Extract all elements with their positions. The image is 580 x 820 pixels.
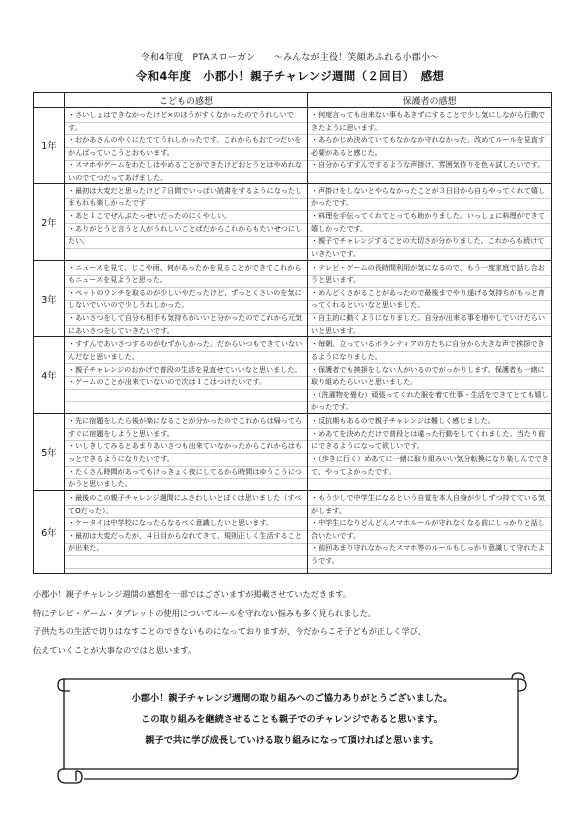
grade-label: 5年 bbox=[34, 414, 65, 491]
impression-line: ・もう少しで中学生になるという自覚を本人自身が少しずつ持てている気がします。 bbox=[311, 493, 546, 515]
impression-line: ・先に宿題をしたら後が楽になることが分かったのでこれからは帰ってらすぐに宿題をしようと思います。 bbox=[68, 416, 303, 438]
impression-line: ・料理を手伝ってくれてとっても助かりました。いっしょに料理ができて嬉しかったです。 bbox=[311, 211, 545, 233]
grade-label: 3年 bbox=[34, 260, 65, 337]
summary-line: 小郡小！親子チャレンジ週間の感想を一部ではございますが掲載させていただきます。 bbox=[33, 589, 352, 599]
impression-line: ・たくさん時間があってもけっきょく夜にしてるから時間はゆうこうにつかうと思いました。 bbox=[68, 466, 302, 489]
impression-line: ・ケータイは中学校になったらなるべく意識したいと思います。 bbox=[68, 518, 274, 528]
parent-impressions bbox=[308, 337, 551, 412]
impression-line: ・ペットのウンチを取るのが少しいやだったけど、ずっとくさいのを気にしないでいいので少しうれしかった。 bbox=[68, 287, 302, 310]
child-cell bbox=[65, 414, 308, 491]
impression-line: ・何度言っても出来ない事もあきずにすることで少し気にしながら行動できたように思います。 bbox=[311, 110, 546, 132]
table-row bbox=[34, 414, 552, 491]
impression-line: ・自分からすすんでするような声掛け、雰囲気作りを色々試したいです。 bbox=[311, 160, 545, 170]
parent-impressions bbox=[308, 261, 551, 336]
impression-line: ・あと１こでぜんぶたっせいだったのにくやしい。 bbox=[68, 211, 232, 220]
summary-text bbox=[33, 585, 553, 659]
table-row bbox=[34, 337, 552, 414]
parent-cell bbox=[308, 414, 552, 491]
grade-label: 1年 bbox=[34, 108, 65, 184]
child-cell bbox=[65, 260, 308, 337]
parent-cell bbox=[308, 337, 552, 414]
impression-line: ・親子チャレンジのおかげで普段の生活を見直せていいなと思いました。 bbox=[68, 364, 302, 374]
banner-line: この取り組みを継続させることも親子でのチャレンジであると思います。 bbox=[141, 714, 443, 725]
parent-impressions bbox=[308, 108, 551, 182]
child-cell bbox=[65, 337, 308, 414]
pta-slogan: 令和4年度 PTAスローガン 〜みんなが主役！笑顔あふれる小郡小〜 bbox=[140, 53, 440, 63]
impression-line: ・ゲームのことが出来ていないので次は１こはつけたいです。 bbox=[68, 377, 267, 387]
impression-line: ・さいしょはできなかったけど×のほうがすくなかったのでうれしいです。 bbox=[68, 110, 294, 132]
impression-line: ・中学生になりどんどんスマホルールが守れなくなる前にしっかりと話し合いたいです。 bbox=[311, 518, 545, 540]
impression-line: ・最後のこの親子チャレンジ週間にふさわしいとぼくは思いました（すべてOだった）。 bbox=[68, 493, 302, 515]
child-impressions bbox=[65, 261, 307, 336]
table-header-row bbox=[34, 93, 552, 108]
child-impressions bbox=[65, 184, 307, 259]
child-cell bbox=[65, 108, 308, 184]
child-cell bbox=[65, 183, 308, 260]
impression-line: ・（歩きに行く）めあてに一緒に取り組みいい気分転換になり楽しんでできて、やってよかったです。 bbox=[311, 454, 549, 476]
grade-label: 6年 bbox=[34, 491, 65, 574]
impression-line: ・スマホやゲームをわたしはやめることができたけどおとうとはやめれないのでてつだってあげました。 bbox=[68, 160, 302, 182]
parent-impressions bbox=[308, 491, 551, 572]
parent-cell bbox=[308, 260, 552, 337]
impression-line: ・すすんであいさつするのがむずかしかった。だからいつもできていないんだなと思いました。 bbox=[68, 339, 303, 362]
impression-line: ・あらかじめ決めていてもなかなか守れなかった。改めてルールを見直す必要があると感じた。 bbox=[311, 135, 545, 157]
impression-line: ・テレビ・ゲームの長時間利用が気になるので、もう一度家庭で話し合おうと思います。 bbox=[311, 262, 545, 285]
impression-line: ・保護者でも挨拶をしない人がいるのでがっかりします。保護者も一緒に取り組めたらいいと思いました。 bbox=[311, 364, 545, 387]
impression-line: ・反抗期もあるので親子チャレンジは難しく感じました。 bbox=[311, 416, 495, 426]
parent-impressions bbox=[308, 414, 551, 489]
page-title: 令和4年度 小郡小！親子チャレンジ週間（２回目） 感想 bbox=[135, 69, 445, 83]
parent-cell bbox=[308, 108, 552, 184]
summary-line: 子供たちの生活で切りはなすことのできないものになっておりますが、今だからこそ子どもが正しく学び、 bbox=[33, 626, 426, 637]
parent-cell bbox=[308, 183, 552, 260]
table-row bbox=[34, 108, 552, 184]
impression-line: ・いしきしてみるとあまりあいさつも出来ていなかったからこれからはもっとできるようになりたいです。 bbox=[68, 441, 303, 464]
banner-text bbox=[56, 688, 528, 751]
parent-impressions bbox=[308, 184, 551, 259]
impression-line: ・おかあさんのやくにたててうれしかったです。これからもおてつだいをがんばっていこうとおもいます。 bbox=[68, 135, 302, 157]
grade-label: 2年 bbox=[34, 183, 65, 260]
banner-line: 小郡小！親子チャレンジ週間の取り組みへのご協力ありがとうございました。 bbox=[131, 693, 453, 704]
impression-line: ・声掛けをしないとやらなかったことが３日目から自らやってくれて嬉しかったです。 bbox=[311, 185, 546, 208]
child-impressions bbox=[65, 414, 307, 489]
parent-cell bbox=[308, 491, 552, 574]
table-row bbox=[34, 491, 552, 574]
impression-line: ・自主的に動くようになりました。自分が出来る事を増やしていけたらいいと思います。 bbox=[311, 313, 546, 335]
impression-line: ・めあてを決めただけで普段とは違った行動をしてくれました。当たり前にできるようになって欲しいです。 bbox=[311, 428, 546, 451]
child-impressions bbox=[65, 337, 307, 412]
impression-line: ・あいさつをして自分も相手も気持ちがいいと分かったのでこれから元気にあいさつをしていきたいです。 bbox=[68, 313, 303, 335]
impression-line: ・ありがとうと言うと人がうれしいことばだからこれからもたいせつにしたい。 bbox=[68, 223, 303, 246]
impression-line: ・前回あまり守れなかったスマホ等のルールもしっかり意識して守れたようです。 bbox=[311, 543, 545, 566]
impression-line: ・ニュースを見て、じこや雨、何があったかを見ることができてこれからもニュースを見ようと思った。 bbox=[68, 262, 302, 285]
impression-line: ・最初は大変だと思ったけど７日間でいっぱい読書をするようになったしまもれも楽しかったです bbox=[68, 185, 303, 208]
impression-line: ・最初は大変だったが、４日目からなれてきて、規則正しく生活することが出来た。 bbox=[68, 530, 302, 553]
impression-line: ・（洗濯物を畳む）頑張ってくれた服を着て仕事・生活をできてとても嬉しかったです。 bbox=[311, 389, 549, 412]
impressions-table bbox=[33, 92, 552, 574]
summary-line: 伝えていくことが大事なのではと思います。 bbox=[33, 644, 197, 655]
impression-line: ・親子でチャレンジすることの大切さが分かりました。これからも続けていきたいです。 bbox=[311, 236, 545, 258]
grade-column-header bbox=[34, 93, 65, 108]
child-impressions bbox=[65, 491, 307, 572]
impression-line: ・めんどくさがることがあったので最後までやり遂げる気持ちがもっと育ってくれるといいなと思いました。 bbox=[311, 287, 546, 310]
parent-column-header: 保護者の感想 bbox=[308, 93, 552, 108]
impression-line: ・毎朝、立っているボランティアの方たちに自分から大きな声で挨拶できるようになりました。 bbox=[311, 339, 545, 362]
thank-you-banner bbox=[56, 671, 528, 791]
banner-line: 親子で共に学び成長していける取り組みになって頂ければと思います。 bbox=[145, 735, 439, 746]
grade-label: 4年 bbox=[34, 337, 65, 414]
table-row bbox=[34, 183, 552, 260]
child-impressions bbox=[65, 108, 307, 182]
summary-line: 特にテレビ・ゲーム・タブレットの使用についてルールを守れない悩みも多く見られました。 bbox=[33, 607, 376, 618]
child-column-header: こどもの感想 bbox=[65, 93, 308, 108]
table-row bbox=[34, 260, 552, 337]
child-cell bbox=[65, 491, 308, 574]
